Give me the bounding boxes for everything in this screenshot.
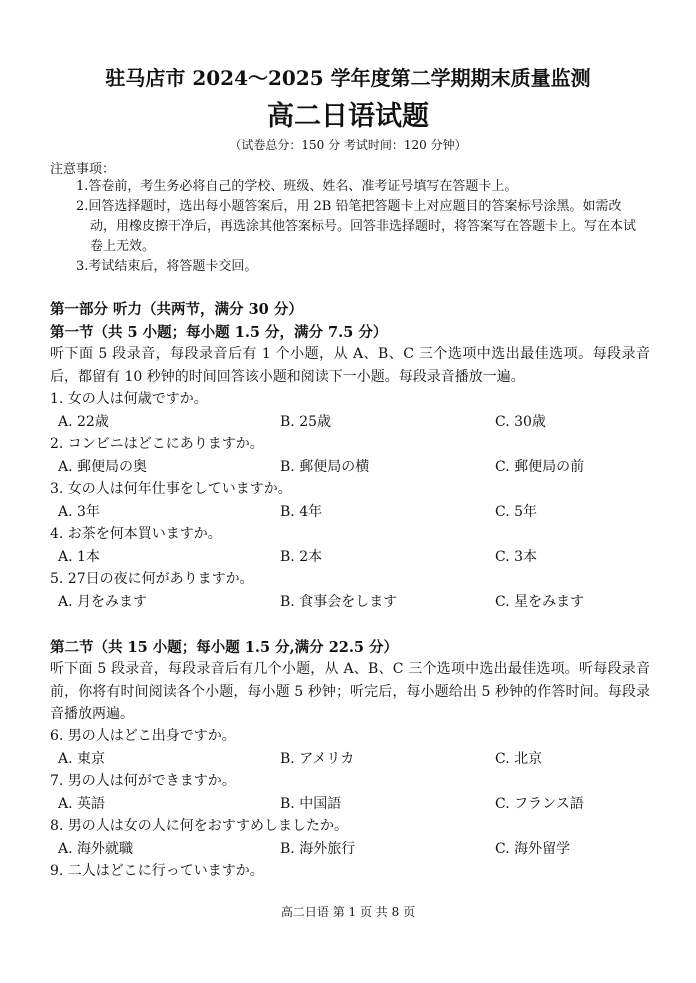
option-a: A. 22歳 (58, 413, 109, 430)
notice-list (76, 177, 646, 277)
option-a: A. 月をみます (58, 593, 148, 610)
option-c: C. 海外留学 (495, 840, 571, 857)
option-a: A. 英語 (58, 795, 106, 812)
option-b: B. 海外旅行 (280, 840, 356, 857)
option-c: C. フランス語 (495, 795, 584, 812)
question-text: 4. お茶を何本買いますか。 (50, 526, 222, 542)
question-text: 2. コンビニはどこにありますか。 (50, 436, 264, 452)
question-options (50, 748, 650, 771)
notice-title: 注意事项： (50, 162, 116, 177)
exam-title-line2: 高二日语试题 (267, 101, 429, 132)
notice-item: 2.回答选择题时，选出每小题答案后，用 2B 铅笔把答题卡上对应题目的答案标号涂黑。如需改动，用橡皮擦干净后，再选涂其他答案标号。回答非选择题时，将答案写在答题卡上。写在本试卷上无效。 (76, 199, 637, 254)
option-a: A. 郵便局の奥 (58, 458, 148, 475)
exam-title-line1: 驻马店市 2024～2025 学年度第二学期期末质量监测 (105, 66, 591, 90)
question-text: 5. 27日の夜に何がありますか。 (50, 571, 254, 587)
section2-instruction: 听下面 5 段录音，每段录音后有几个小题，从 A、B、C 三个选项中选出最佳选项。听每段录音前，你将有时间阅读各个小题，每小题 5 秒钟；听完后，每小题给出 5 秒钟的作答时间。每段录音播放两遍。 (50, 661, 650, 722)
option-a: A. 東京 (58, 750, 106, 767)
question-options (50, 456, 650, 479)
option-b: B. アメリカ (280, 750, 355, 767)
section1-title: 第一节（共 5 小题；每小题 1.5 分，满分 7.5 分） (50, 324, 388, 341)
question-options (50, 501, 650, 524)
option-b: B. 中国語 (280, 795, 342, 812)
question-text: 8. 男の人は女の人に何をおすすめしましたか。 (50, 818, 348, 834)
exam-meta: （试卷总分：150 分 考试时间：120 分钟） (229, 138, 467, 152)
option-c: C. 北京 (495, 750, 543, 767)
question-options (50, 838, 650, 861)
option-b: B. 2本 (280, 548, 323, 565)
notice-item: 3.考试结束后，将答题卡交回。 (76, 259, 258, 274)
section1-instruction: 听下面 5 段录音，每段录音后有 1 个小题，从 A、B、C 三个选项中选出最佳选项。每段录音后，都留有 10 秒钟的时间回答该小题和阅读下一小题。每段录音播放一遍。 (50, 346, 650, 385)
question-options (50, 793, 650, 816)
option-b: B. 郵便局の横 (280, 458, 370, 475)
part1-title: 第一部分 听力（共两节，满分 30 分） (50, 301, 303, 318)
question-text: 7. 男の人は何ができますか。 (50, 773, 236, 789)
question-options (50, 591, 650, 614)
section1-questions (50, 388, 650, 613)
option-c: C. 郵便局の前 (495, 458, 585, 475)
question-text: 3. 女の人は何年仕事をしていますか。 (50, 481, 292, 497)
option-a: A. 3年 (58, 503, 100, 520)
option-c: C. 星をみます (495, 593, 585, 610)
option-b: B. 25歳 (280, 413, 332, 430)
section2-questions (50, 725, 650, 883)
option-a: A. 海外就職 (58, 840, 134, 857)
question-text: 9. 二人はどこに行っていますか。 (50, 863, 264, 879)
question-text: 6. 男の人はどこ出身ですか。 (50, 728, 236, 744)
notice-item: 1.答卷前，考生务必将自己的学校、班级、姓名、准考证号填写在答题卡上。 (76, 179, 518, 194)
option-b: B. 4年 (280, 503, 323, 520)
page-footer: 高二日语 第 1 页 共 8 页 (280, 905, 416, 919)
option-c: C. 5年 (495, 503, 538, 520)
option-c: C. 3本 (495, 548, 538, 565)
option-a: A. 1本 (58, 548, 100, 565)
option-c: C. 30歳 (495, 413, 546, 430)
question-text: 1. 女の人は何歳ですか。 (50, 391, 208, 407)
question-options (50, 411, 650, 434)
question-options (50, 546, 650, 569)
option-b: B. 食事会をします (280, 593, 398, 610)
section2-title: 第二节（共 15 小题；每小题 1.5 分,满分 22.5 分） (50, 639, 399, 656)
